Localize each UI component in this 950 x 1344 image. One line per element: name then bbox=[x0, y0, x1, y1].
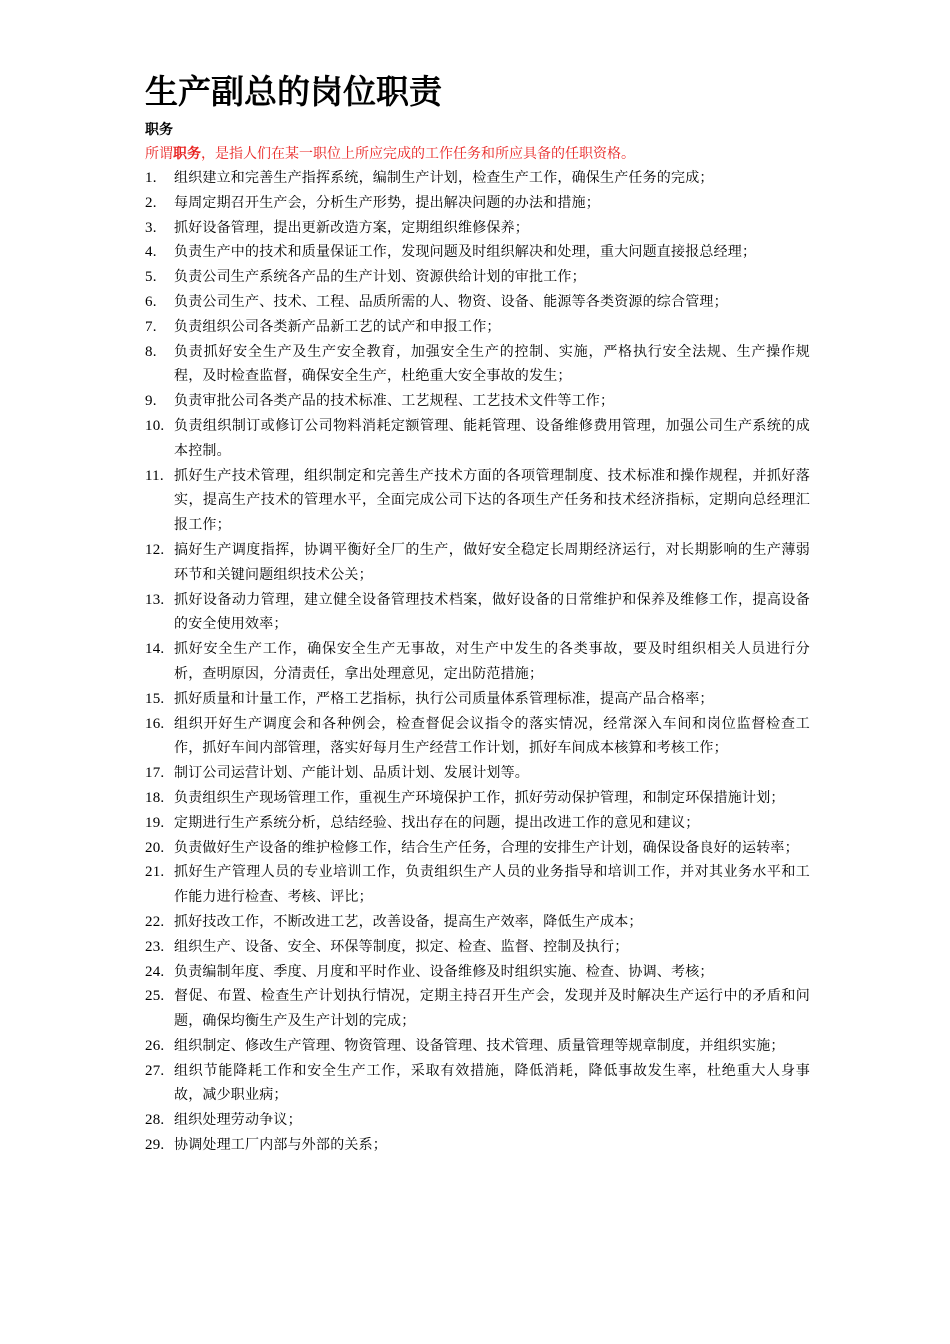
duty-text: 组织制定、修改生产管理、物资管理、设备管理、技术管理、质量管理等规章制度，并组织实施； bbox=[174, 1037, 785, 1054]
duty-text: 负责做好生产设备的维护检修工作，结合生产任务，合理的安排生产计划，确保设备良好的运转率； bbox=[174, 839, 799, 856]
duty-text: 督促、布置、检查生产计划执行情况，定期主持召开生产会，发现并及时解决生产运行中的矛盾和问题，确保均衡生产及生产计划的完成； bbox=[174, 988, 810, 1030]
duty-item bbox=[145, 166, 810, 191]
duty-number: 7. bbox=[145, 318, 157, 335]
duty-number: 15. bbox=[145, 690, 165, 707]
duty-number: 10. bbox=[145, 417, 165, 434]
duty-item bbox=[145, 761, 810, 786]
duties-list bbox=[145, 166, 810, 1158]
duty-text: 每周定期召开生产会，分析生产形势，提出解决问题的办法和措施； bbox=[174, 194, 600, 211]
duty-text: 负责组织制订或修订公司物料消耗定额管理、能耗管理、设备维修费用管理，加强公司生产系统的成本控制。 bbox=[174, 417, 810, 459]
duty-text: 组织开好生产调度会和各种例会，检查督促会议指令的落实情况，经常深入车间和岗位监督检查工作，抓好车间内部管理，落实好每月生产经营工作计划，抓好车间成本核算和考核工作； bbox=[174, 715, 810, 757]
duty-text: 组织节能降耗工作和安全生产工作，采取有效措施，降低消耗，降低事故发生率，杜绝重大人身事故，减少职业病； bbox=[174, 1062, 810, 1104]
duty-number: 25. bbox=[145, 988, 165, 1005]
duty-text: 协调处理工厂内部与外部的关系； bbox=[174, 1137, 387, 1154]
duty-number: 21. bbox=[145, 864, 165, 881]
duty-number: 3. bbox=[145, 219, 157, 236]
document-title: 生产副总的岗位职责 bbox=[145, 72, 442, 111]
duty-number: 28. bbox=[145, 1112, 165, 1129]
duty-number: 24. bbox=[145, 963, 165, 980]
duty-text: 抓好技改工作，不断改进工艺，改善设备，提高生产效率，降低生产成本； bbox=[174, 913, 643, 930]
duty-text: 负责公司生产、技术、工程、品质所需的人、物资、设备、能源等各类资源的综合管理； bbox=[174, 293, 728, 310]
duty-number: 18. bbox=[145, 789, 165, 806]
duty-text: 负责审批公司各类产品的技术标准、工艺规程、工艺技术文件等工作； bbox=[174, 393, 615, 410]
duty-item bbox=[145, 811, 810, 836]
duty-item bbox=[145, 240, 810, 265]
duty-text: 抓好生产管理人员的专业培训工作，负责组织生产人员的业务指导和培训工作，并对其业务水平和工作能力进行检查、考核、评比； bbox=[174, 864, 810, 906]
duty-number: 16. bbox=[145, 715, 165, 732]
intro-prefix: 所谓 bbox=[145, 146, 173, 162]
section-heading: 职务 bbox=[145, 122, 173, 138]
duty-item bbox=[145, 538, 810, 588]
duty-text: 定期进行生产系统分析，总结经验、找出存在的问题，提出改进工作的意见和建议； bbox=[174, 814, 700, 831]
duty-text: 组织生产、设备、安全、环保等制度，拟定、检查、监督、控制及执行； bbox=[174, 938, 629, 955]
duty-number: 2. bbox=[145, 194, 157, 211]
document-page bbox=[145, 70, 810, 1158]
duty-text: 负责组织公司各类新产品新工艺的试产和申报工作； bbox=[174, 318, 501, 335]
duty-number: 12. bbox=[145, 541, 165, 558]
duty-item bbox=[145, 414, 810, 464]
duty-item bbox=[145, 389, 810, 414]
duty-item bbox=[145, 340, 810, 390]
duty-text: 制订公司运营计划、产能计划、品质计划、发展计划等。 bbox=[174, 765, 529, 782]
duty-item bbox=[145, 687, 810, 712]
duty-number: 4. bbox=[145, 244, 157, 261]
duty-number: 20. bbox=[145, 839, 165, 856]
duty-item bbox=[145, 984, 810, 1034]
duty-text: 抓好设备管理，提出更新改造方案，定期组织维修保养； bbox=[174, 219, 529, 236]
duty-number: 6. bbox=[145, 293, 157, 310]
duty-item bbox=[145, 191, 810, 216]
duty-text: 抓好安全生产工作，确保安全生产无事故，对生产中发生的各类事故，要及时组织相关人员进行分析，查明原因，分清责任，拿出处理意见，定出防范措施； bbox=[174, 641, 810, 682]
duty-number: 9. bbox=[145, 393, 157, 410]
duty-text: 搞好生产调度指挥，协调平衡好全厂的生产，做好安全稳定长周期经济运行，对长期影响的生产薄弱环节和关键问题组织技术公关； bbox=[174, 541, 810, 583]
duty-number: 1. bbox=[145, 170, 157, 186]
duty-text: 抓好生产技术管理，组织制定和完善生产技术方面的各项管理制度、技术标准和操作规程，并抓好落实，提高生产技术的管理水平，全面完成公司下达的各项生产任务和技术经济指标，定期向总经理汇报工作； bbox=[174, 467, 810, 534]
duty-number: 17. bbox=[145, 765, 165, 782]
duty-item bbox=[145, 265, 810, 290]
duty-text: 负责组织生产现场管理工作，重视生产环境保护工作，抓好劳动保护管理，和制定环保措施计划； bbox=[174, 789, 785, 806]
duty-item bbox=[145, 216, 810, 241]
duty-text: 负责编制年度、季度、月度和平时作业、设备维修及时组织实施、检查、协调、考核； bbox=[174, 963, 714, 980]
duty-item bbox=[145, 315, 810, 340]
duty-text: 组织建立和完善生产指挥系统，编制生产计划，检查生产工作，确保生产任务的完成； bbox=[174, 170, 714, 186]
duty-item bbox=[145, 935, 810, 960]
duty-item bbox=[145, 637, 810, 687]
duty-number: 22. bbox=[145, 913, 165, 930]
duty-number: 29. bbox=[145, 1137, 165, 1154]
duty-text: 负责生产中的技术和质量保证工作，发现问题及时组织解决和处理，重大问题直接报总经理； bbox=[174, 244, 757, 261]
duty-item bbox=[145, 1059, 810, 1109]
duty-text: 抓好质量和计量工作，严格工艺指标，执行公司质量体系管理标准，提高产品合格率； bbox=[174, 690, 714, 707]
duty-item bbox=[145, 290, 810, 315]
duty-number: 27. bbox=[145, 1062, 165, 1079]
duty-number: 19. bbox=[145, 814, 165, 831]
duty-text: 组织处理劳动争议； bbox=[174, 1112, 302, 1129]
duty-item bbox=[145, 860, 810, 910]
duty-number: 23. bbox=[145, 938, 165, 955]
duty-text: 抓好设备动力管理，建立健全设备管理技术档案，做好设备的日常维护和保养及维修工作，提高设备的安全使用效率； bbox=[174, 591, 810, 633]
duty-number: 8. bbox=[145, 343, 157, 360]
duty-item bbox=[145, 1108, 810, 1133]
intro-emphasis: 职务 bbox=[173, 146, 201, 162]
duty-item bbox=[145, 464, 810, 538]
duty-number: 26. bbox=[145, 1037, 165, 1054]
duty-item bbox=[145, 836, 810, 861]
duty-item bbox=[145, 1034, 810, 1059]
duty-number: 11. bbox=[145, 467, 164, 484]
duty-item bbox=[145, 1133, 810, 1158]
duty-item bbox=[145, 786, 810, 811]
duty-text: 负责抓好安全生产及生产安全教育，加强安全生产的控制、实施，严格执行安全法规、生产操作规程，及时检查监督，确保安全生产，杜绝重大安全事故的发生； bbox=[174, 343, 810, 385]
intro-paragraph bbox=[145, 142, 810, 166]
duty-item bbox=[145, 712, 810, 762]
intro-suffix: ，是指人们在某一职位上所应完成的工作任务和所应具备的任职资格。 bbox=[201, 146, 635, 162]
duty-number: 5. bbox=[145, 269, 157, 286]
duty-text: 负责公司生产系统各产品的生产计划、资源供给计划的审批工作； bbox=[174, 269, 586, 286]
duty-item bbox=[145, 960, 810, 985]
duty-number: 13. bbox=[145, 591, 165, 608]
duty-number: 14. bbox=[145, 641, 165, 658]
duty-item bbox=[145, 588, 810, 638]
duty-item bbox=[145, 910, 810, 935]
